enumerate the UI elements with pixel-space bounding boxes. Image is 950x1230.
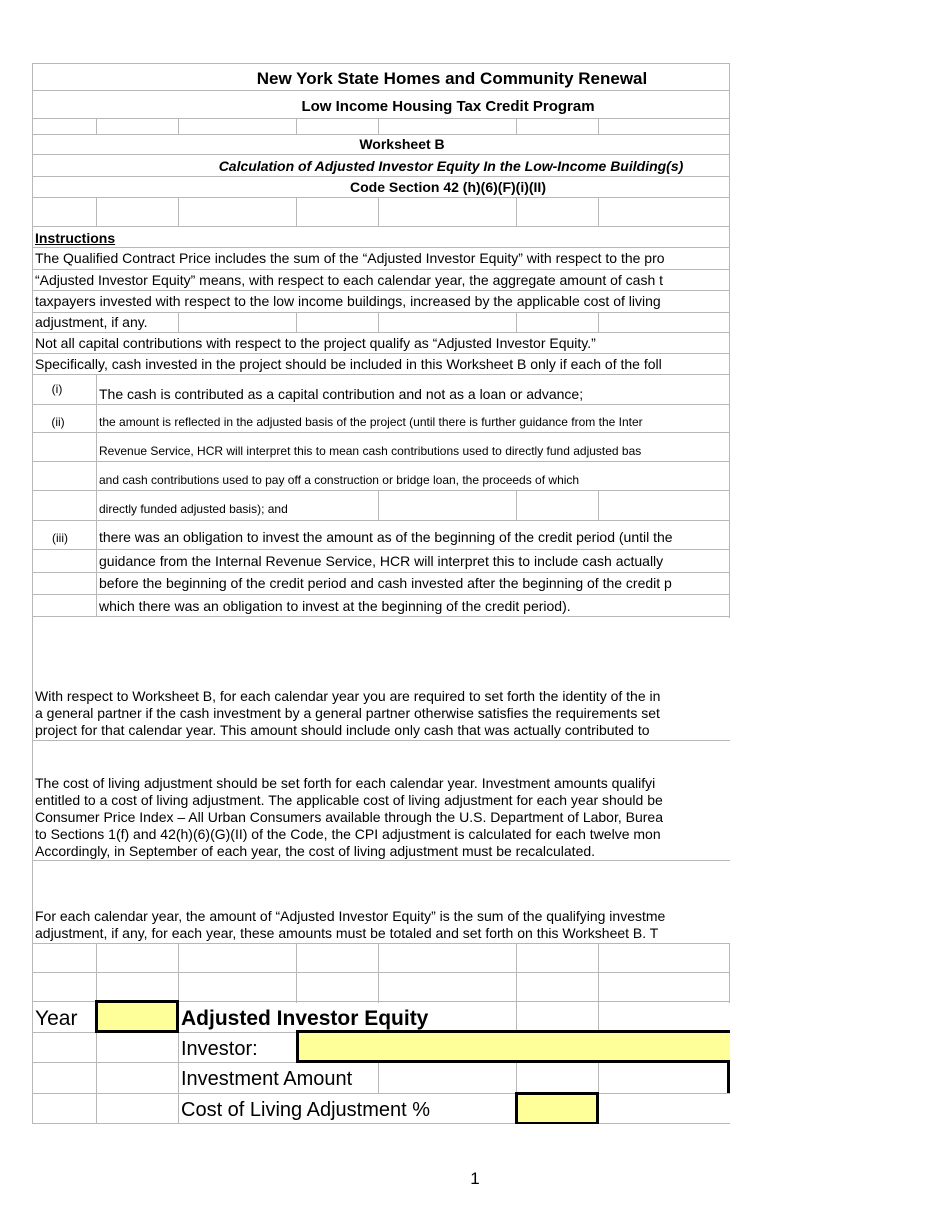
paragraph-line: Consumer Price Index – All Urban Consumers available through the U.S. Department of Labor, Burea (35, 809, 663, 825)
instruction-line: Specifically, cash invested in the project should be included in this Worksheet B only if each of the foll (35, 356, 662, 372)
item-line: the amount is reflected in the adjusted basis of the project (until there is further guidance from the Inter (99, 415, 643, 429)
paragraph-line: to Sections 1(f) and 42(h)(6)(G)(II) of the Code, the CPI adjustment is calculated for each twelve mon (35, 826, 661, 842)
paragraph-line: entitled to a cost of living adjustment. The applicable cost of living adjustment for each year should be (35, 792, 663, 808)
investor-input[interactable] (296, 1031, 730, 1062)
instruction-line: taxpayers invested with respect to the low income buildings, increased by the applicable cost of living (35, 293, 661, 309)
instruction-line: Not all capital contributions with respect to the project qualify as “Adjusted Investor Equity.” (35, 335, 596, 351)
instruction-line: adjustment, if any. (35, 314, 148, 330)
item-line: and cash contributions used to pay off a construction or bridge loan, the proceeds of which (99, 473, 580, 487)
paragraph-line: For each calendar year, the amount of “Adjusted Investor Equity” is the sum of the qualifying investme (35, 908, 666, 924)
worksheet-b-sheet (32, 63, 730, 1124)
instructions-heading: Instructions (35, 230, 116, 246)
code-section: Code Section 42 (h)(6)(F)(i)(II) (350, 179, 546, 195)
paragraph-line: adjustment, if any, for each year, these amounts must be totaled and set forth on this Worksheet B. T (35, 925, 659, 941)
year-label: Year (35, 1007, 78, 1030)
paragraph-line: The cost of living adjustment should be set forth for each calendar year. Investment amounts qualifyi (35, 775, 656, 791)
page-number: 1 (470, 1169, 480, 1188)
worksheet-subtitle: Calculation of Adjusted Investor Equity In the Low-Income Building(s) (218, 158, 684, 174)
paragraph-line: Accordingly, in September of each year, the cost of living adjustment must be recalculated. (35, 843, 596, 859)
worksheet-title: Worksheet B (359, 136, 445, 152)
investor-label: Investor: (181, 1038, 258, 1060)
cola-label: Cost of Living Adjustment % (181, 1099, 431, 1121)
item-line: directly funded adjusted basis); and (99, 502, 288, 516)
cola-input[interactable] (515, 1092, 599, 1124)
item-line: The cash is contributed as a capital contribution and not as a loan or advance; (99, 386, 584, 402)
instruction-line: “Adjusted Investor Equity” means, with respect to each calendar year, the aggregate amount of cash t (35, 272, 664, 288)
item-label: (ii) (51, 415, 65, 429)
year-input[interactable] (95, 1000, 179, 1033)
item-label: (iii) (52, 531, 68, 545)
program-title: Low Income Housing Tax Credit Program (301, 98, 595, 115)
investment-amount-label: Investment Amount (181, 1068, 353, 1090)
instruction-line: The Qualified Contract Price includes the sum of the “Adjusted Investor Equity” with respect to the pro (35, 250, 665, 266)
item-label: (i) (51, 382, 63, 396)
paragraph-line: With respect to Worksheet B, for each calendar year you are required to set forth the identity of the in (35, 688, 661, 704)
item-line: Revenue Service, HCR will interpret this to mean cash contributions used to directly fund adjusted bas (99, 444, 642, 458)
paragraph-line: project for that calendar year. This amount should include only cash that was actually contributed to (35, 722, 650, 738)
item-line: before the beginning of the credit period and cash invested after the beginning of the credit p (99, 575, 672, 591)
paragraph-line: a general partner if the cash investment by a general partner otherwise satisfies the requirements set (35, 705, 660, 721)
item-line: guidance from the Internal Revenue Service, HCR will interpret this to include cash actually (99, 553, 664, 569)
agency-title: New York State Homes and Community Renewal (256, 69, 648, 88)
adjusted-investor-equity-title: Adjusted Investor Equity (181, 1007, 429, 1030)
item-line: which there was an obligation to invest at the beginning of the credit period). (99, 598, 571, 614)
item-line: there was an obligation to invest the amount as of the beginning of the credit period (until the (99, 529, 673, 545)
